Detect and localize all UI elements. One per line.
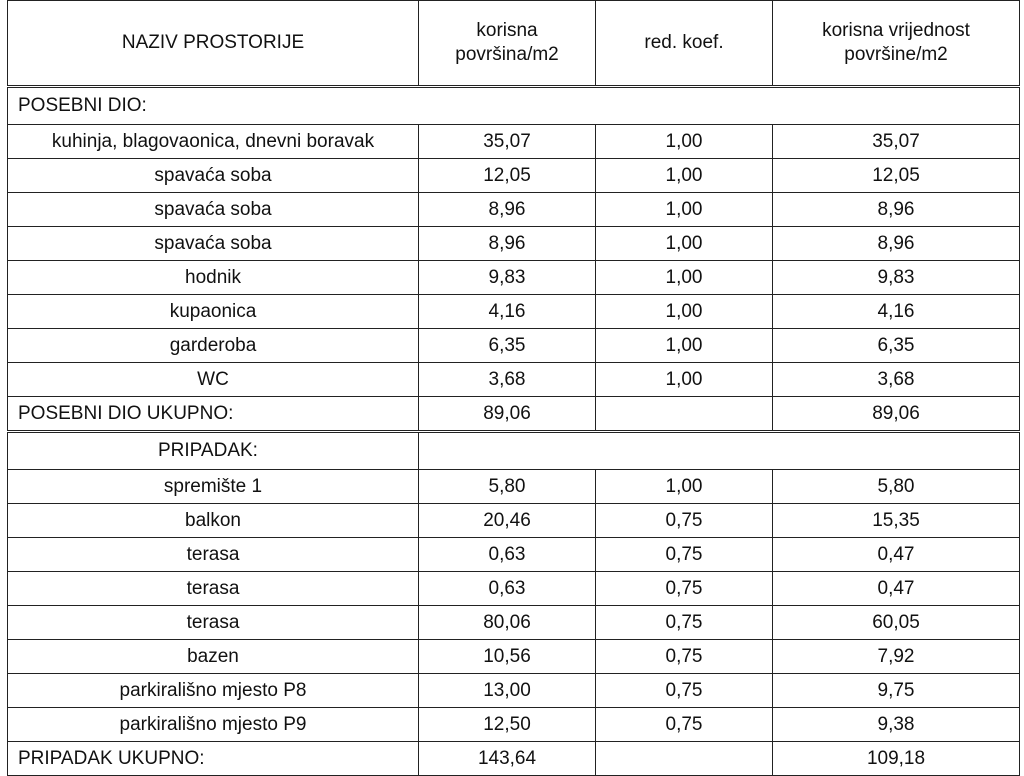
room-value: 15,35 [773, 504, 1020, 538]
room-name: parkirališno mjesto P8 [8, 674, 419, 708]
room-name: kupaonica [8, 295, 419, 329]
room-name: terasa [8, 606, 419, 640]
room-name: terasa [8, 572, 419, 606]
room-value: 9,83 [773, 261, 1020, 295]
room-coef: 1,00 [596, 363, 773, 397]
room-value: 9,75 [773, 674, 1020, 708]
section-row-pripadak [8, 432, 1020, 470]
total-coef [596, 397, 773, 432]
room-value: 5,80 [773, 470, 1020, 504]
table-row [8, 470, 1020, 504]
header-name: NAZIV PROSTORIJE [8, 1, 419, 87]
table-row [8, 606, 1020, 640]
room-value: 12,05 [773, 159, 1020, 193]
room-area: 0,63 [419, 538, 596, 572]
room-coef: 1,00 [596, 261, 773, 295]
room-value: 8,96 [773, 193, 1020, 227]
room-coef: 1,00 [596, 227, 773, 261]
header-value-line2: površine/m2 [844, 44, 948, 65]
room-value: 4,16 [773, 295, 1020, 329]
room-value: 6,35 [773, 329, 1020, 363]
table-row [8, 674, 1020, 708]
room-name: balkon [8, 504, 419, 538]
table-row [8, 261, 1020, 295]
header-value [773, 1, 1020, 87]
room-area: 5,80 [419, 470, 596, 504]
room-value: 3,68 [773, 363, 1020, 397]
table-row [8, 640, 1020, 674]
room-coef: 0,75 [596, 606, 773, 640]
total-row-posebni [8, 397, 1020, 432]
room-area: 3,68 [419, 363, 596, 397]
room-area: 10,56 [419, 640, 596, 674]
table-row [8, 708, 1020, 742]
room-name: terasa [8, 538, 419, 572]
header-area-line1: korisna [476, 20, 538, 41]
section-label: PRIPADAK: [8, 432, 419, 470]
total-value: 109,18 [773, 742, 1020, 776]
table-row [8, 363, 1020, 397]
room-coef: 1,00 [596, 470, 773, 504]
room-area: 8,96 [419, 227, 596, 261]
room-area: 20,46 [419, 504, 596, 538]
room-value: 60,05 [773, 606, 1020, 640]
room-coef: 0,75 [596, 640, 773, 674]
total-area: 89,06 [419, 397, 596, 432]
header-value-line1: korisna vrijednost [822, 20, 970, 41]
room-name: spremište 1 [8, 470, 419, 504]
room-coef: 1,00 [596, 329, 773, 363]
room-coef: 0,75 [596, 572, 773, 606]
area-table [7, 0, 1020, 776]
table-row [8, 538, 1020, 572]
room-area: 0,63 [419, 572, 596, 606]
total-value: 89,06 [773, 397, 1020, 432]
header-coef: red. koef. [596, 1, 773, 87]
total-coef [596, 742, 773, 776]
room-area: 80,06 [419, 606, 596, 640]
room-coef: 0,75 [596, 504, 773, 538]
total-area: 143,64 [419, 742, 596, 776]
room-name: spavaća soba [8, 193, 419, 227]
room-value: 8,96 [773, 227, 1020, 261]
room-name: parkirališno mjesto P9 [8, 708, 419, 742]
table-row [8, 193, 1020, 227]
room-coef: 0,75 [596, 708, 773, 742]
header-row [8, 1, 1020, 87]
room-value: 7,92 [773, 640, 1020, 674]
header-area [419, 1, 596, 87]
room-name: garderoba [8, 329, 419, 363]
table-row [8, 227, 1020, 261]
section-row-posebni [8, 87, 1020, 125]
room-area: 13,00 [419, 674, 596, 708]
room-area: 6,35 [419, 329, 596, 363]
room-value: 9,38 [773, 708, 1020, 742]
room-area: 8,96 [419, 193, 596, 227]
table-row [8, 572, 1020, 606]
table-row [8, 329, 1020, 363]
room-name: spavaća soba [8, 227, 419, 261]
room-name: spavaća soba [8, 159, 419, 193]
room-coef: 0,75 [596, 538, 773, 572]
table-row [8, 159, 1020, 193]
total-label: POSEBNI DIO UKUPNO: [8, 397, 419, 432]
room-name: bazen [8, 640, 419, 674]
room-area: 9,83 [419, 261, 596, 295]
table-row [8, 504, 1020, 538]
header-area-line2: površina/m2 [455, 44, 559, 65]
room-name: hodnik [8, 261, 419, 295]
room-name: kuhinja, blagovaonica, dnevni boravak [8, 125, 419, 159]
section-empty [419, 432, 1020, 470]
room-area: 35,07 [419, 125, 596, 159]
table-row [8, 125, 1020, 159]
room-coef: 1,00 [596, 295, 773, 329]
room-coef: 1,00 [596, 193, 773, 227]
room-area: 4,16 [419, 295, 596, 329]
room-coef: 1,00 [596, 159, 773, 193]
section-label: POSEBNI DIO: [8, 87, 1020, 125]
room-coef: 1,00 [596, 125, 773, 159]
room-coef: 0,75 [596, 674, 773, 708]
room-value: 0,47 [773, 538, 1020, 572]
room-value: 35,07 [773, 125, 1020, 159]
total-row-pripadak [8, 742, 1020, 776]
room-area: 12,50 [419, 708, 596, 742]
room-area: 12,05 [419, 159, 596, 193]
table-row [8, 295, 1020, 329]
room-value: 0,47 [773, 572, 1020, 606]
total-label: PRIPADAK UKUPNO: [8, 742, 419, 776]
room-name: WC [8, 363, 419, 397]
